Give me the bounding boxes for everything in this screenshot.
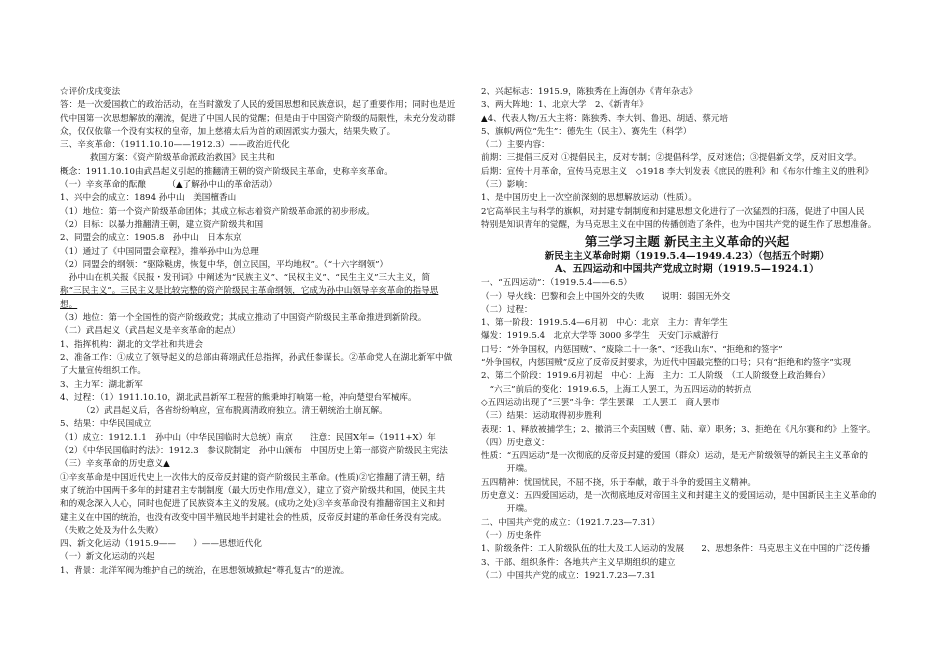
text-line: 开端。 — [481, 504, 533, 515]
text-line: 3、主力军：湖北新军 — [60, 379, 143, 390]
text-line: 四、新文化运动（1915.9—— ）——思想近代化 — [60, 539, 262, 550]
text-line: （一）历史条件 — [481, 530, 542, 541]
section-subtitle: 新民主主义革命时期（1919.5.4—1949.4.23）（包括五个时期） — [544, 251, 830, 263]
text-line: （三）辛亥革命的历史意义▲ — [60, 459, 170, 470]
text-line: （1）成立：1912.1.1 孙中山（中华民国临时大总统）南京 注意：民国X年=（1911+X）年 — [60, 432, 436, 443]
text-line: “外争国权，内惩国贼”反应了反帝反封要求，为近代中国最完整的口号；只有“拒绝和约签字”实现 — [481, 358, 851, 369]
text-line: 性质：“五四运动”是一次彻底的反帝反封建的爱国（群众）运动，是无产阶级领导的新民主主义革命的 — [481, 451, 868, 462]
text-line: 孙中山在机关报《民报・发刊词》中阐述为“民族主义”、“民权主义”、“民生主义”三大主义，简 — [60, 273, 431, 284]
text-line: 5、结果：中华民国成立 — [60, 419, 152, 430]
text-line: （二）中国共产党的成立：1921.7.23—7.31 — [481, 570, 656, 581]
text-line: （三）影响： — [481, 180, 533, 191]
text-line: 二、中国共产党的成立：（1921.7.23—7.31） — [481, 517, 660, 528]
text-line: 1、是中国历史上一次空前深刻的思想解放运动（性质）。 — [481, 193, 698, 204]
text-line: 爆发：1919.5.4 北京大学等 3000 多学生 天安门示威游行 — [481, 331, 719, 342]
text-line: 3、干部、组织条件：各地共产主义早期组织的建立 — [481, 557, 676, 568]
text-line: 称“三民主义”。三民主义是比较完整的资产阶级民主革命纲领，它成为孙中山领导辛亥革命的指导思 — [60, 286, 439, 297]
text-line: ▲4、代表人物/五大主将：陈独秀、李大钊、鲁迅、胡适、蔡元培 — [481, 113, 729, 124]
text-line: 1、阶级条件：工人阶级队伍的壮大及工人运动的发展 2、思想条件：马克思主义在中国的广泛传播 — [481, 544, 871, 555]
text-line: 2、准备工作：①成立了领导起义的总部由蒋翊武任总指挥，孙武任参谋长。②革命党人在湖北新军中做 — [60, 352, 453, 363]
text-line: （四）历史意义： — [481, 437, 550, 448]
text-line: 救国方案：《资产阶级革命派政治救国》民主共和 — [90, 153, 275, 164]
text-line: （一）导火线：巴黎和会上中国外交的失败 说明：弱国无外交 — [481, 291, 731, 302]
text-line: 口号：“外争国权，内惩国贼”、“废除二十一条”、“还我山东”、“拒绝和约签字” — [481, 344, 783, 355]
text-line: 表现：1、释放被捕学生；2、撤消三个卖国贼（曹、陆、章）职务；3、拒绝在《凡尔赛和约》上签字。 — [481, 424, 876, 435]
text-line: 3、两大阵地：1、北京大学 2、《新青年》 — [481, 100, 648, 111]
text-line: 建主义在中国的统治，也没有改变中国半殖民地半封建社会的性质，反帝反封建的革命任务没有完成。 — [60, 512, 447, 523]
text-line: 1、兴中会的成立：1894 孙中山 美国檀香山 — [60, 193, 237, 204]
text-line: 了大量宣传组织工作。 — [60, 366, 146, 377]
text-line: （三）结果：运动取得初步胜利 — [481, 411, 602, 422]
text-line: 2、兴起标志：1915.9，陈独秀在上海创办《青年杂志》 — [481, 87, 698, 97]
text-line: 开端。 — [481, 464, 533, 475]
text-line: 和的观念深入人心，同时也促进了民族资本主义的发展。(成功之处)③辛亥革命没有推翻帝国主义和封 — [60, 499, 445, 510]
text-line: 众，仅仅依靠一个没有实权的皇帝，加上慈禧太后为首的顽固派实力强大，结果失败了。 — [60, 126, 396, 137]
section-title: 第三学习主题 新民主主义革命的兴起 — [584, 234, 790, 250]
text-line: ☆评价戊戌变法 — [60, 87, 121, 97]
text-line: 5、旗帜/两位“先生”：德先生（民主）、赛先生（科学） — [481, 126, 692, 137]
text-line: 前期：三提倡三反对 ①提倡民主，反对专制；②提倡科学，反对迷信；③提倡新文学，反对旧文学。 — [481, 153, 862, 164]
text-line: 代中国第一次思想解放的潮流，促进了中国人民的觉醒；但是由于中国资产阶级的局限性，未充分发动群 — [60, 113, 456, 124]
text-line: （二）主要内容： — [481, 140, 550, 151]
text-line: 2、同盟会的成立：1905.8 孙中山 日本东京 — [60, 233, 242, 244]
text-line: （二）武昌起义（武昌起义是辛亥革命的起点） — [60, 326, 241, 337]
text-line: 4、过程：（1）1911.10.10，湖北武昌新军工程营的熊秉坤打响第一枪，冲向楚望台军械库。 — [60, 392, 417, 403]
text-line: 后期：宣传十月革命，宣传马克思主义 ◇1918 李大钊发表《庶民的胜利》和《布尔什维主义的胜利》 — [481, 166, 874, 177]
text-line: 1、第一阶段：1919.5.4—6月初 中心：北京 主力：青年学生 — [481, 318, 728, 329]
text-line: （1）地位：第一个资产阶级革命团体；其成立标志着资产阶级革命派的初步形成。 — [60, 206, 375, 217]
text-line: ◇五四运动出现了“三罢”斗争：学生罢课 工人罢工 商人罢市 — [481, 397, 720, 408]
right-column — [481, 86, 893, 583]
text-line: 概念：1911.10.10由武昌起义引起的推翻清王朝的资产阶级民主革命，史称辛亥革命。 — [60, 166, 393, 177]
text-line: （一）辛亥革命的酝酿 （▲了解孙中山的革命活动） — [60, 180, 278, 191]
text-line: 特别是知识青年的觉醒，为马克思主义在中国的传播创造了条件，也为中国共产党的诞生作了思想准备。 — [481, 219, 877, 230]
text-line: （2）武昌起义后，各省纷纷响应，宣布脱离清政府独立。清王朝统治土崩瓦解。 — [60, 406, 388, 417]
text-line: 想。 — [60, 299, 78, 310]
section-subheading-a: A、五四运动和中国共产党成立时期（1919.5—1924.1） — [554, 264, 820, 276]
text-line: （二）过程： — [481, 304, 533, 315]
text-line: 束了统治中国两千多年的封建君主专制制度（最大历史作用/意义），建立了资产阶级共和国，使民主共 — [60, 485, 446, 496]
text-line: （2）《中华民国临时约法》：1912.3 参议院制定 孙中山颁布 中国历史上第一部资产阶级民主宪法 — [60, 446, 448, 457]
text-line: （2）目标：以暴力推翻清王朝，建立资产阶级共和国 — [60, 219, 264, 230]
text-line: （失败之处及为什么失败） — [60, 525, 164, 536]
left-column — [60, 86, 470, 578]
text-line: 三、辛亥革命：（1911.10.10——1912.3）——政治近代化 — [60, 140, 290, 151]
text-line: 历史意义：五四爱国运动，是一次彻底地反对帝国主义和封建主义的爱国运动，是中国新民主主义革命的 — [481, 491, 877, 502]
text-line: 2它高举民主与科学的旗帜，对封建专制制度和封建思想文化进行了一次猛烈的扫荡，促进了中国人民 — [481, 206, 865, 217]
text-line: （3）地位：第一个全国性的资产阶级政党；其成立推动了中国资产阶级民主革命推进到新阶段。 — [60, 313, 427, 324]
text-line: 答：是一次爱国救亡的政治活动，在当时激发了人民的爱国思想和民族意识，起了重要作用；同时也是近 — [60, 100, 456, 111]
text-line: “六三”前后的变化：1919.6.5，上海工人罢工，为五四运动的转折点 — [481, 384, 752, 395]
text-line: （1）通过了《中国同盟会章程》，推举孙中山为总理 — [60, 246, 259, 257]
text-line: ①辛亥革命是中国近代史上一次伟大的反帝反封建的资产阶级民主革命。(性质)②它推翻了清王朝，结 — [60, 472, 445, 483]
text-line: （2）同盟会的纲领：“驱除鞑虏，恢复中华，创立民国，平均地权”。（“十六字纲领”） — [60, 259, 389, 270]
text-line: 1、指挥机构：湖北的文学社和共进会 — [60, 339, 203, 350]
text-line: （一）新文化运动的兴起 — [60, 552, 155, 563]
text-line: 一、“五四运动”：（1919.5.4——6.5） — [481, 278, 632, 289]
text-line: 五四精神：忧国忧民，不屈不挠，乐于奉献，敢于斗争的爱国主义精神。 — [481, 477, 757, 488]
text-line: 1、背景：北洋军阀为维护自己的统治，在思想领域掀起“尊孔复古”的逆流。 — [60, 565, 350, 576]
text-line: 2、第二个阶段：1919.6月初起 中心：上海 主力：工人阶级 （工人阶级登上政治舞台） — [481, 371, 831, 382]
